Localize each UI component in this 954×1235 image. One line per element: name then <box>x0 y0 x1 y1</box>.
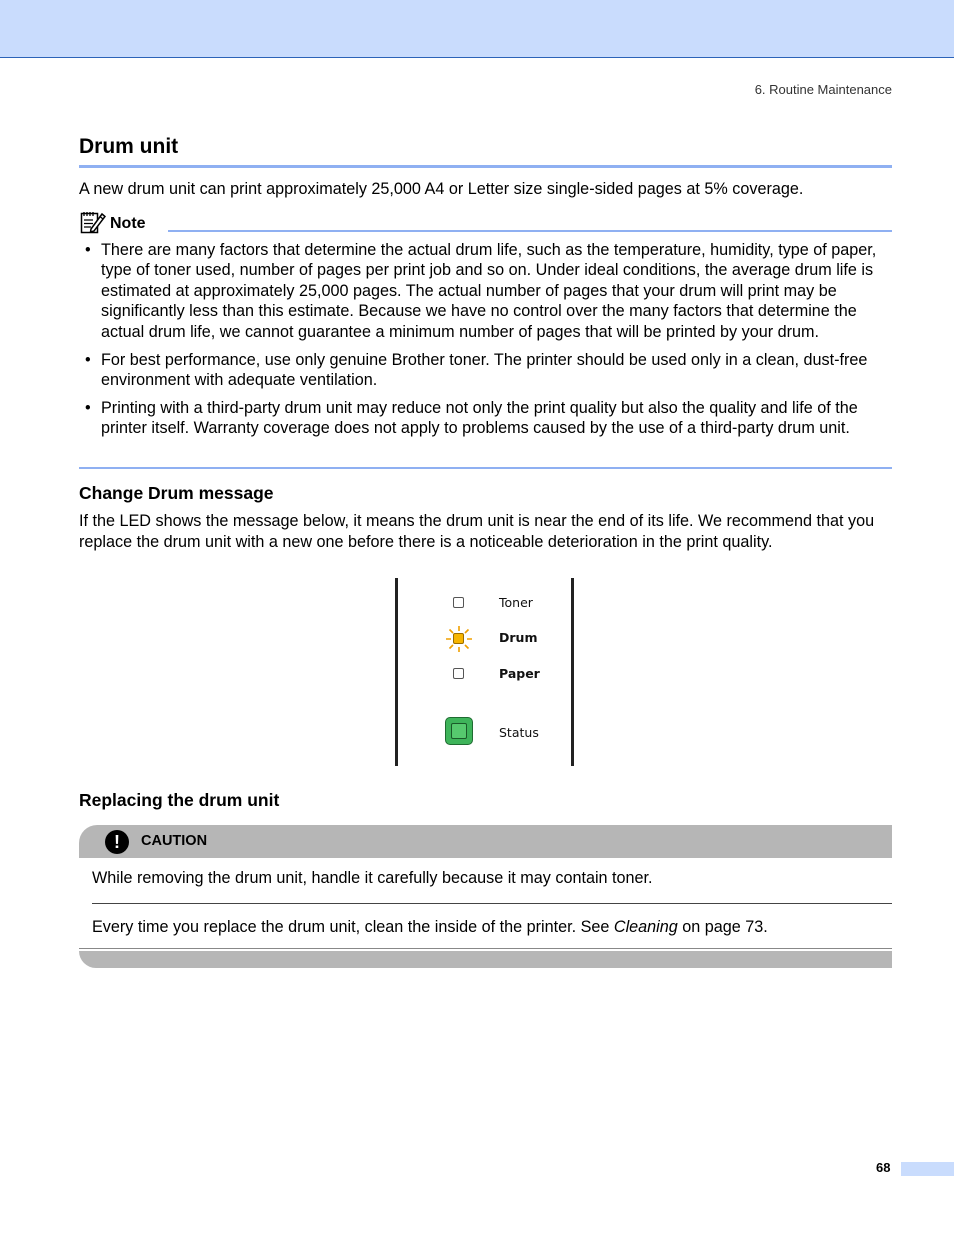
panel-left-border <box>395 578 398 766</box>
footer-band <box>901 1162 954 1176</box>
header-band <box>0 0 954 58</box>
caution-footer-bar <box>79 951 892 968</box>
chapter-title: 6. Routine Maintenance <box>754 82 892 97</box>
bullet: • <box>85 241 91 259</box>
caution-divider <box>92 903 892 904</box>
list-item <box>85 350 895 391</box>
page-number: 68 <box>876 1160 891 1175</box>
panel-right-border <box>571 578 574 766</box>
bullet: • <box>85 350 91 369</box>
caution-text-1: While removing the drum unit, handle it carefully because it may contain toner. <box>92 869 653 887</box>
note-header <box>80 211 146 237</box>
note-rule <box>168 230 892 232</box>
replacing-heading: Replacing the drum unit <box>79 790 280 810</box>
caution-bar <box>79 825 892 858</box>
section-title: Drum unit <box>79 135 179 158</box>
drum-led <box>453 633 464 644</box>
note-list <box>85 240 895 446</box>
caution-text-2-end: on page 73. <box>677 918 768 936</box>
led-panel-illustration <box>395 578 575 766</box>
bullet: • <box>85 398 91 417</box>
list-item <box>85 398 895 439</box>
list-item-text: Printing with a third-party drum unit may reduce not only the print quality but also the quality and life of the printer itself. Warranty coverage does not apply to problems caused by the use of a third-party drum unit. <box>101 398 858 438</box>
section-rule <box>79 165 892 168</box>
intro-paragraph: A new drum unit can print approximately 25,000 A4 or Letter size single-sided pages at 5% coverage. <box>79 180 804 198</box>
caution-label: CAUTION <box>141 833 208 849</box>
list-item-text: For best performance, use only genuine Brother toner. The printer should be used only in a clean, dust-free environment with adequate ventilation. <box>101 350 868 389</box>
caution-text-2-start: Every time you replace the drum unit, clean the inside of the printer. See <box>92 918 614 936</box>
note-label: Note <box>110 215 146 232</box>
note-end-rule <box>79 467 892 469</box>
exclamation-icon: ! <box>105 830 129 854</box>
caution-bottom-rule <box>79 948 892 949</box>
status-button <box>445 717 473 745</box>
cleaning-reference[interactable]: Cleaning <box>613 918 678 936</box>
change-drum-heading: Change Drum message <box>79 483 274 503</box>
list-item <box>85 240 895 342</box>
change-drum-paragraph: If the LED shows the message below, it means the drum unit is near the end of its life. We recommend that you replace the drum unit with a new one before there is a noticeable deterioration in the print quality. <box>79 512 875 551</box>
note-pencil-icon <box>80 210 106 239</box>
toner-led <box>453 597 464 608</box>
drum-label: Drum <box>499 630 538 645</box>
status-label: Status <box>499 725 539 740</box>
paper-label: Paper <box>499 666 540 681</box>
caution-text-2 <box>92 917 882 938</box>
paper-led <box>453 668 464 679</box>
list-item-text: There are many factors that determine the actual drum life, such as the temperature, humidity, type of paper, type of toner used, number of pages per print job and so on. Under ideal conditions, the average drum life is estimated at approximately 25,000 pages. The actual number of pages that your drum will print may be significantly less than this estimate. Because we have no control over the many factors that determine the actual drum life, we cannot guarantee a minimum number of pages that will be printed by your drum. <box>101 241 877 341</box>
toner-label: Toner <box>499 595 533 610</box>
